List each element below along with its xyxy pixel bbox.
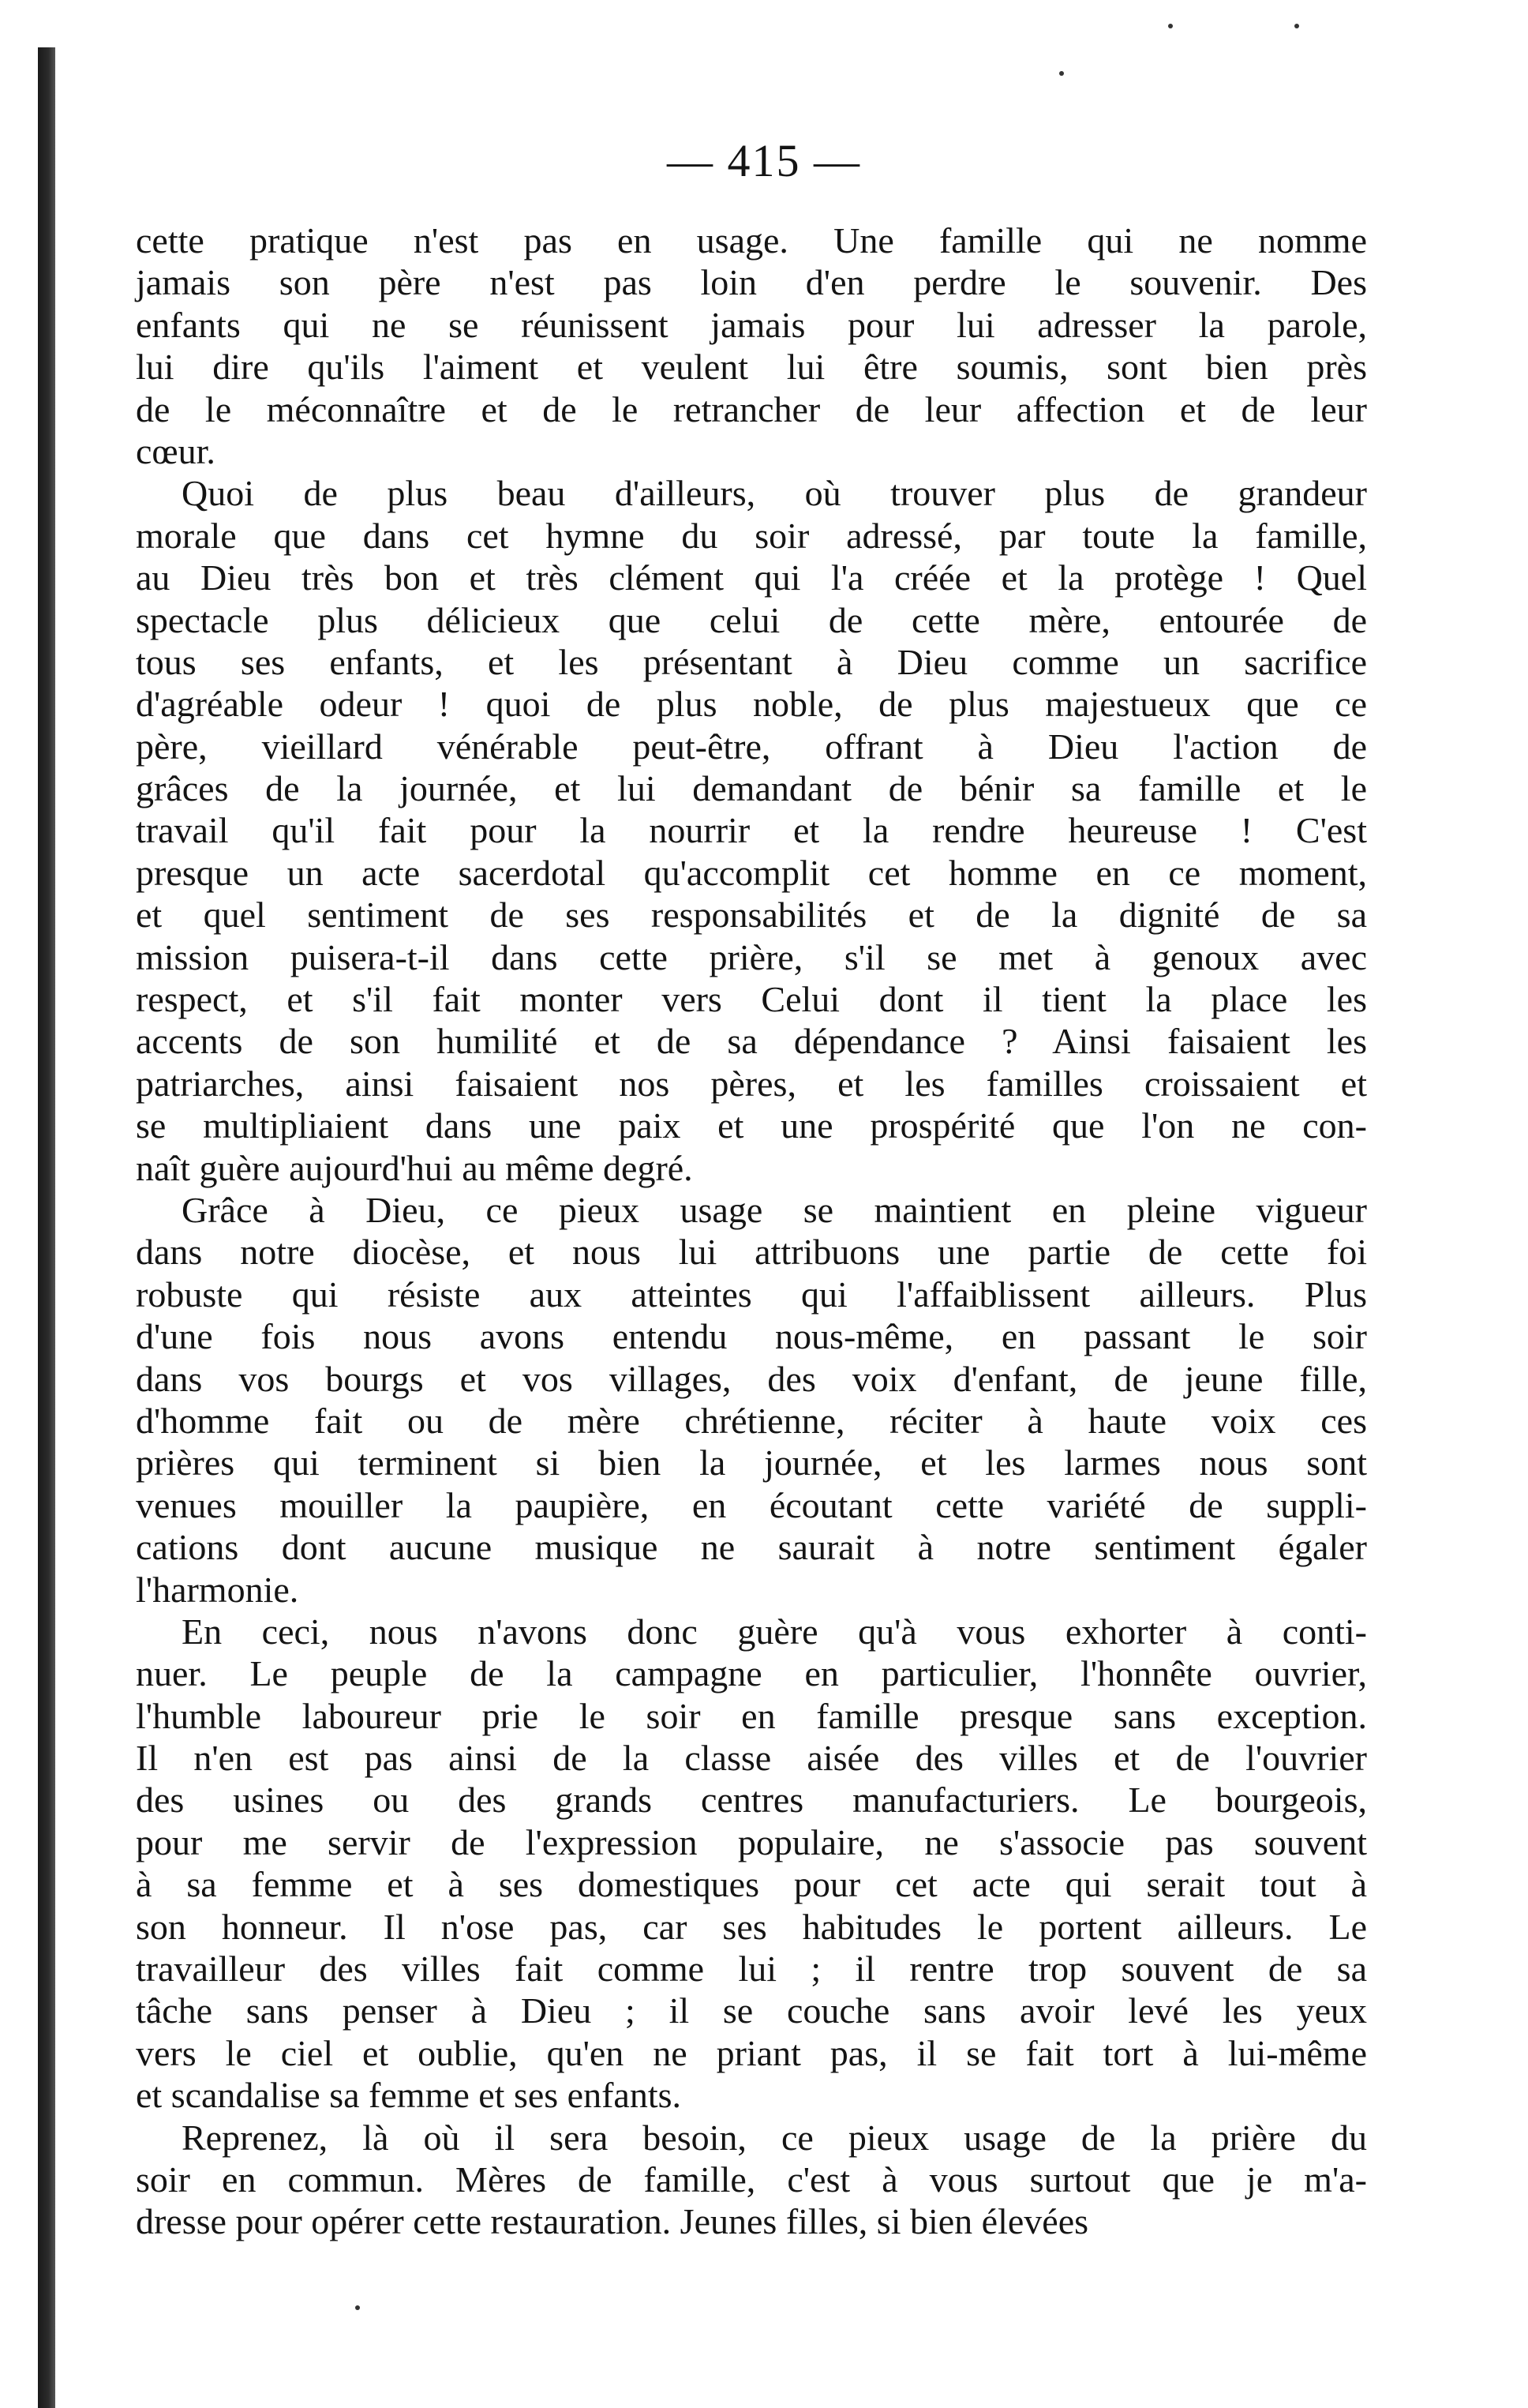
text-line: prières qui terminent si bien la journée, et les larmes nous sont (136, 1442, 1367, 1483)
text-line: En ceci, nous n'avons donc guère qu'à vous exhorter à conti- (182, 1611, 1367, 1652)
text-line: naît guère aujourd'hui au même degré. (136, 1147, 693, 1188)
paragraph (136, 472, 1367, 1189)
scan-speck (1294, 24, 1299, 28)
text-line: père, vieillard vénérable peut-être, offrant à Dieu l'action de (136, 726, 1367, 767)
text-line: Grâce à Dieu, ce pieux usage se maintient en pleine vigueur (182, 1189, 1367, 1230)
text-line: se multipliaient dans une paix et une prospérité que l'on ne con- (136, 1105, 1367, 1146)
text-line: d'homme fait ou de mère chrétienne, réciter à haute voix ces (136, 1400, 1367, 1441)
text-line: enfants qui ne se réunissent jamais pour lui adresser la parole, (136, 304, 1367, 345)
text-line: grâces de la journée, et lui demandant de bénir sa famille et le (136, 768, 1367, 809)
text-line: jamais son père n'est pas loin d'en perdre le souvenir. Des (136, 262, 1367, 303)
text-line: Il n'en est pas ainsi de la classe aisée des villes et de l'ouvrier (136, 1738, 1367, 1779)
text-line: dresse pour opérer cette restauration. Jeunes filles, si bien élevées (136, 2201, 1089, 2242)
text-line: Quoi de plus beau d'ailleurs, où trouver plus de grandeur (182, 473, 1367, 514)
text-line: presque un acte sacerdotal qu'accomplit cet homme en ce moment, (136, 852, 1367, 893)
binding-edge (38, 47, 55, 2408)
text-line: morale que dans cet hymne du soir adressé, par toute la famille, (136, 515, 1367, 556)
text-line: à sa femme et à ses domestiques pour cet acte qui serait tout à (136, 1864, 1367, 1905)
scan-speck (1168, 24, 1173, 28)
text-line: cœur. (136, 430, 215, 471)
body-text (136, 219, 1367, 2243)
text-line: au Dieu très bon et très clément qui l'a créée et la protège ! Quel (136, 557, 1367, 598)
text-line: des usines ou des grands centres manufacturiers. Le bourgeois, (136, 1780, 1367, 1821)
paragraph (136, 1611, 1367, 2117)
text-line: Reprenez, là où il sera besoin, ce pieux usage de la prière du (182, 2117, 1367, 2158)
text-line: pour me servir de l'expression populaire, ne s'associe pas souvent (136, 1821, 1367, 1862)
text-line: respect, et s'il fait monter vers Celui dont il tient la place les (136, 979, 1367, 1020)
paragraph (136, 219, 1367, 472)
text-line: tous ses enfants, et les présentant à Dieu comme un sacrifice (136, 641, 1367, 682)
text-line: nuer. Le peuple de la campagne en particulier, l'honnête ouvrier, (136, 1653, 1367, 1694)
text-line: patriarches, ainsi faisaient nos pères, et les familles croissaient et (136, 1063, 1367, 1104)
text-line: et scandalise sa femme et ses enfants. (136, 2075, 682, 2116)
text-line: dans notre diocèse, et nous lui attribuons une partie de cette foi (136, 1232, 1367, 1273)
text-line: de le méconnaître et de le retrancher de leur affection et de leur (136, 388, 1367, 429)
text-line: l'harmonie. (136, 1569, 299, 1610)
text-line: tâche sans penser à Dieu ; il se couche sans avoir levé les yeux (136, 1990, 1367, 2031)
scan-speck (355, 2305, 360, 2310)
text-line: l'humble laboureur prie le soir en famille presque sans exception. (136, 1695, 1367, 1736)
text-line: d'une fois nous avons entendu nous-même, en passant le soir (136, 1316, 1367, 1357)
text-line: son honneur. Il n'ose pas, car ses habitudes le portent ailleurs. Le (136, 1906, 1367, 1947)
text-line: travail qu'il fait pour la nourrir et la rendre heureuse ! C'est (136, 810, 1367, 851)
text-line: soir en commun. Mères de famille, c'est à vous surtout que je m'a- (136, 2159, 1367, 2200)
text-line: spectacle plus délicieux que celui de cette mère, entourée de (136, 599, 1367, 640)
scan-speck (1059, 71, 1064, 76)
text-line: cations dont aucune musique ne saurait à notre sentiment égaler (136, 1527, 1367, 1568)
text-line: robuste qui résiste aux atteintes qui l'affaiblissent ailleurs. Plus (136, 1273, 1367, 1315)
text-line: vers le ciel et oublie, qu'en ne priant pas, il se fait tort à lui-même (136, 2032, 1367, 2073)
text-line: d'agréable odeur ! quoi de plus noble, de plus majestueux que ce (136, 684, 1367, 725)
text-line: et quel sentiment de ses responsabilités et de la dignité de sa (136, 895, 1367, 936)
paragraph (136, 1189, 1367, 1611)
text-line: venues mouiller la paupière, en écoutant cette variété de suppli- (136, 1484, 1367, 1525)
text-line: cette pratique n'est pas en usage. Une famille qui ne nomme (136, 220, 1367, 261)
paragraph (136, 2117, 1367, 2243)
text-line: travailleur des villes fait comme lui ; il rentre trop souvent de sa (136, 1949, 1367, 1990)
text-line: mission puisera-t-il dans cette prière, s'il se met à genoux avec (136, 936, 1367, 977)
page-number: — 415 — (667, 135, 861, 186)
text-line: accents de son humilité et de sa dépendance ? Ainsi faisaient les (136, 1021, 1367, 1062)
text-line: lui dire qu'ils l'aiment et veulent lui être soumis, sont bien près (136, 347, 1367, 388)
text-line: dans vos bourgs et vos villages, des voix d'enfant, de jeune fille, (136, 1358, 1367, 1399)
